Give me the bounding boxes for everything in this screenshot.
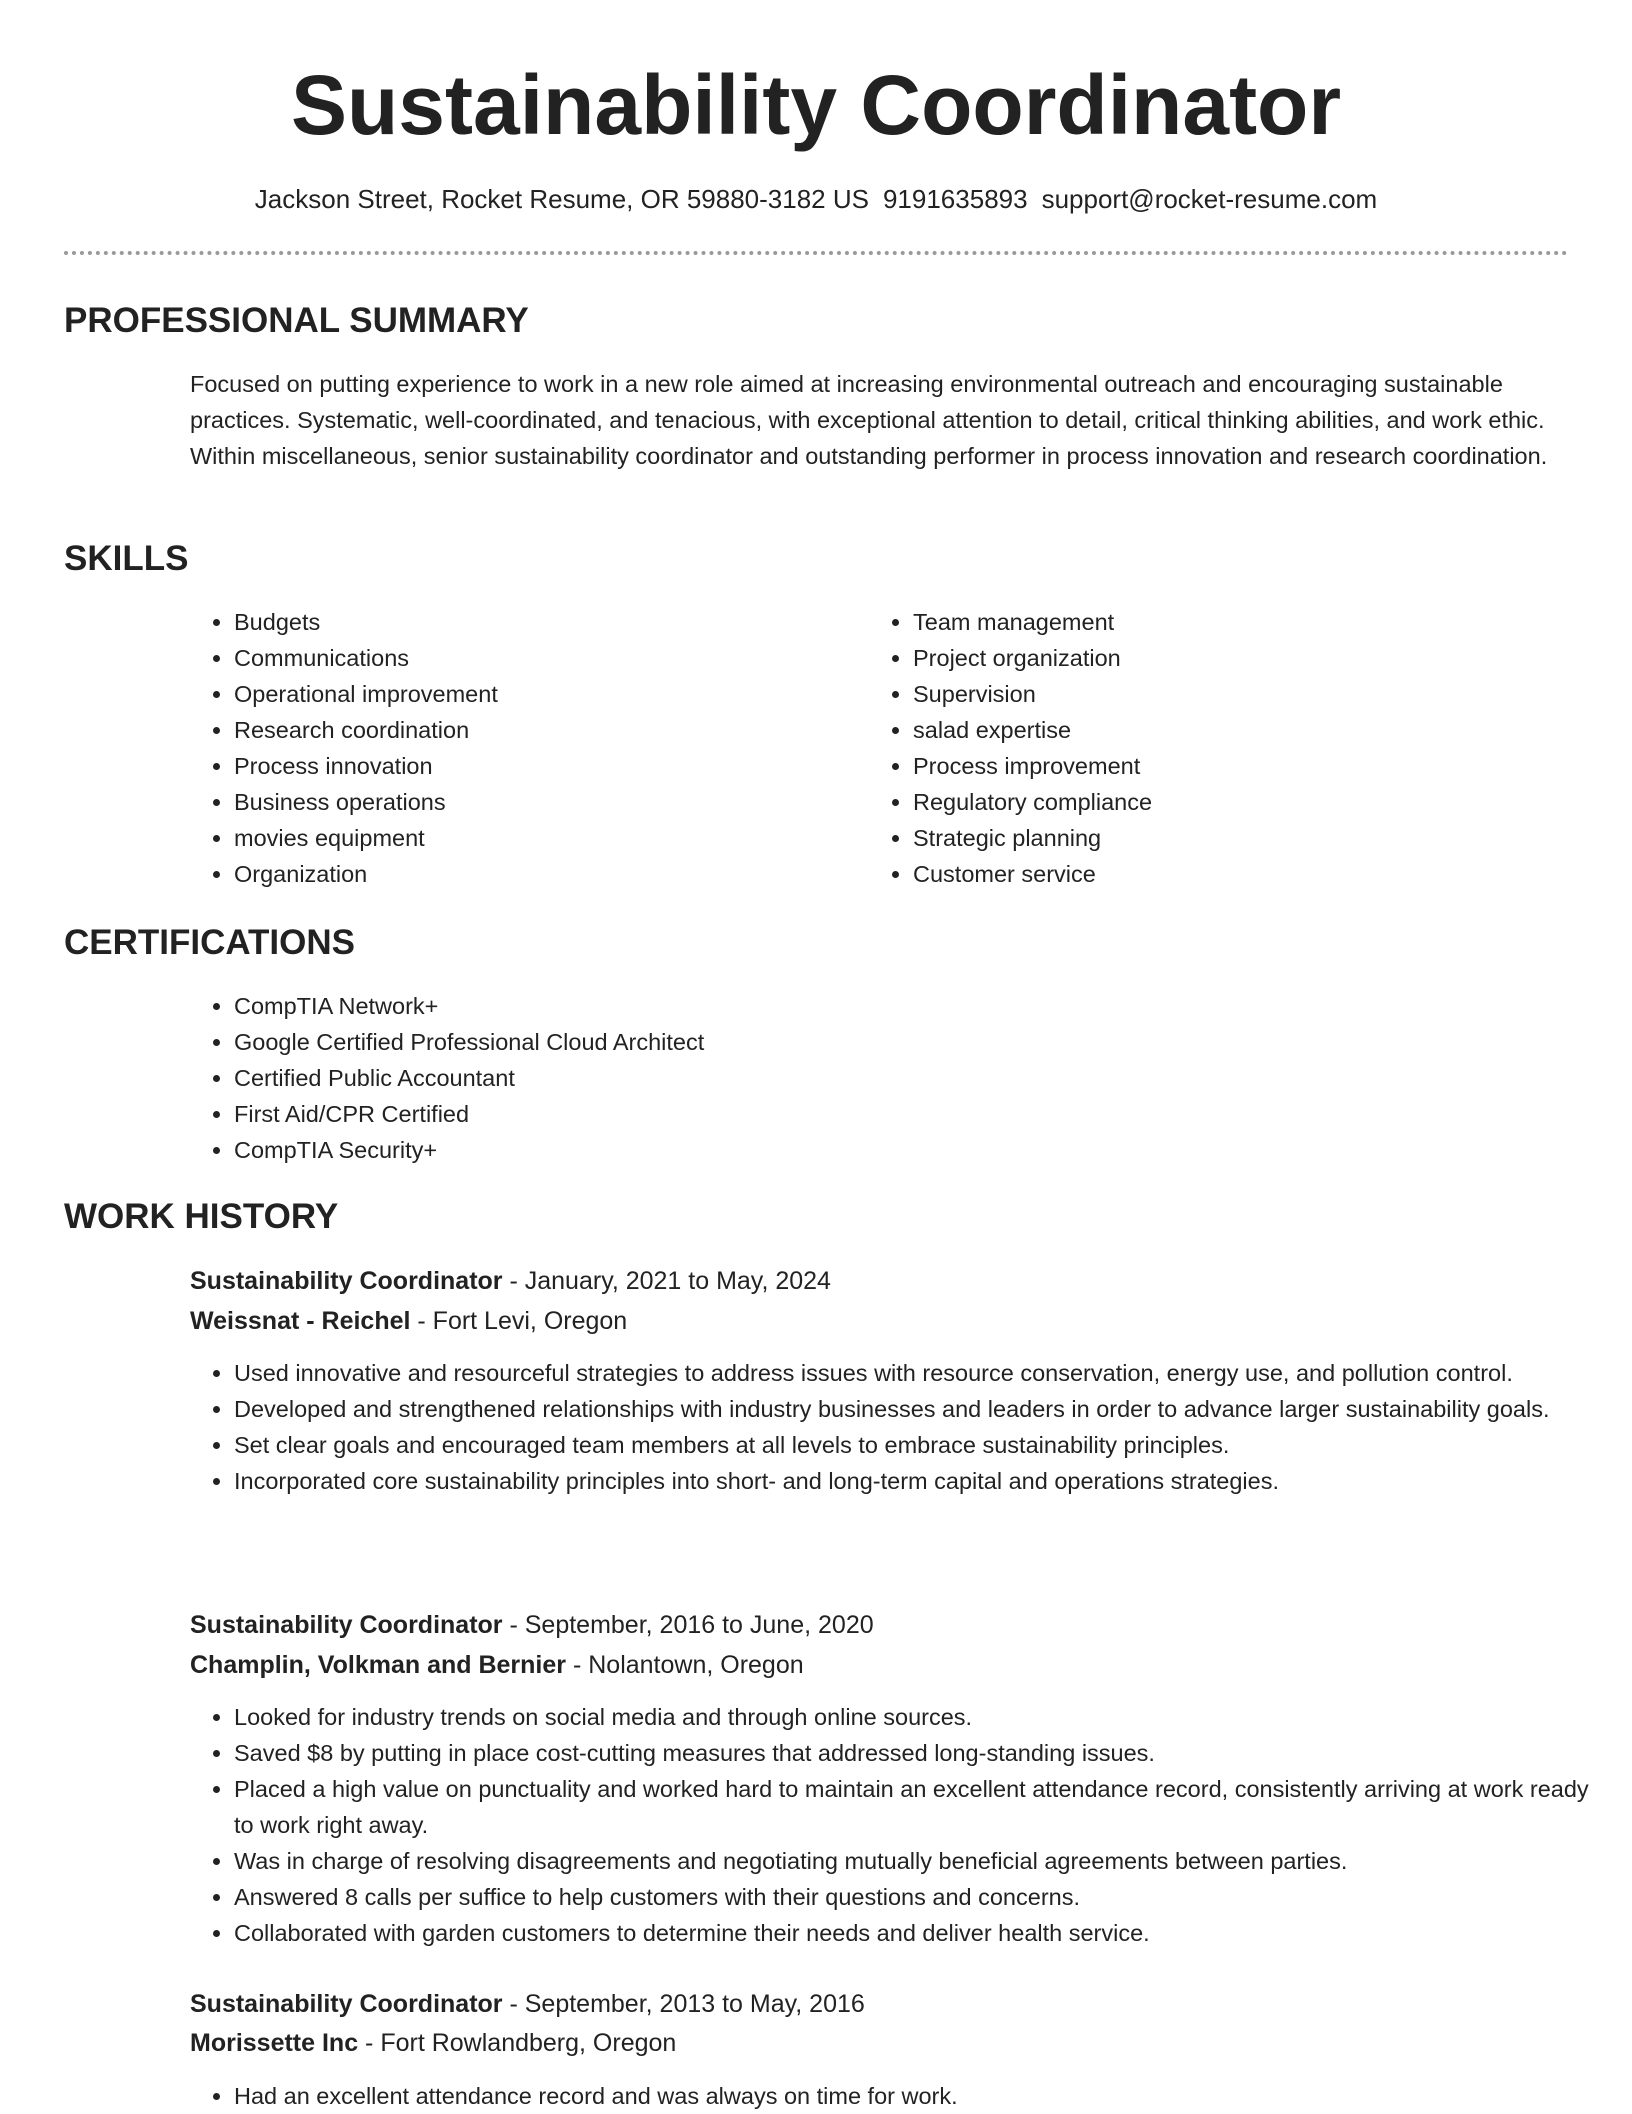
certification-item: • CompTIA Network+ [234, 988, 1534, 1024]
job-title: Sustainability Coordinator [190, 1267, 503, 1295]
job-bullets [190, 1355, 1604, 1499]
skill-item: • Customer service [913, 856, 1533, 892]
certification-item: • First Aid/CPR Certified [234, 1096, 1534, 1132]
certifications-list [190, 988, 1534, 1168]
job-company: Morissette Inc [190, 2029, 359, 2057]
skill-item: • Business operations [234, 784, 854, 820]
job-company-line [190, 2024, 676, 2062]
skill-item: • movies equipment [234, 820, 854, 856]
job-location: - Fort Rowlandberg, Oregon [358, 2029, 677, 2057]
job-company-line [190, 1646, 804, 1684]
resume-name: Sustainability Coordinator [290, 58, 1342, 152]
certification-item: • Google Certified Professional Cloud Architect [234, 1024, 1534, 1060]
job-company-line [190, 1302, 627, 1340]
job-location: - Fort Levi, Oregon [410, 1307, 628, 1335]
job-dates: - September, 2013 to May, 2016 [502, 1990, 865, 2018]
job-title-line [190, 1606, 874, 1644]
job-title: Sustainability Coordinator [190, 1990, 503, 2018]
job-bullet: • Used innovative and resourceful strategies to address issues with resource conservation, energy use, and pollution control. [234, 1355, 1604, 1391]
contact-address: Jackson Street, Rocket Resume, OR 59880-3182 US [254, 184, 869, 214]
skill-item: • Research coordination [234, 712, 854, 748]
skill-item: • Communications [234, 640, 854, 676]
job-location: - Nolantown, Oregon [566, 1651, 804, 1679]
job-company: Champlin, Volkman and Bernier [190, 1651, 567, 1679]
skill-item: • Organization [234, 856, 854, 892]
summary-text: Focused on putting experience to work in a new role aimed at increasing environmental outreach and encouraging sustainable practices. Systematic, well-coordinated, and tenacious, with exceptional attention to detail, critical thinking abilities, and work ethic. Within miscellaneous, senior sustainability coordinator and outstanding performer in process innovation and research coordination. [190, 371, 1548, 469]
skill-item: • Supervision [913, 676, 1533, 712]
skills-list-left [190, 604, 854, 892]
job-title-line [190, 1985, 865, 2023]
job-bullet: • Placed a high value on punctuality and worked hard to maintain an excellent attendance record, consistently arriving at work ready to work right away. [234, 1771, 1604, 1843]
skill-item: • salad expertise [913, 712, 1533, 748]
contact-email: support@rocket-resume.com [1041, 184, 1378, 214]
skill-item: • Regulatory compliance [913, 784, 1533, 820]
job-bullet: • Had an excellent attendance record and was always on time for work. [234, 2078, 1604, 2114]
job-bullets [190, 1699, 1604, 1951]
skill-item: • Process innovation [234, 748, 854, 784]
job-bullet: • Was in charge of resolving disagreements and negotiating mutually beneficial agreements between parties. [234, 1843, 1604, 1879]
job-bullet: • Saved $8 by putting in place cost-cutting measures that addressed long-standing issues. [234, 1735, 1604, 1771]
job-title: Sustainability Coordinator [190, 1611, 503, 1639]
certification-item: • CompTIA Security+ [234, 1132, 1534, 1168]
contact-line [0, 181, 1632, 217]
job-bullet: • Set clear goals and encouraged team members at all levels to embrace sustainability principles. [234, 1427, 1604, 1463]
skill-item: • Team management [913, 604, 1533, 640]
skill-item: • Process improvement [913, 748, 1533, 784]
certification-item: • Certified Public Accountant [234, 1060, 1534, 1096]
header-divider [64, 251, 1568, 255]
job-company: Weissnat - Reichel [190, 1307, 411, 1335]
skill-item: • Project organization [913, 640, 1533, 676]
skill-item: • Strategic planning [913, 820, 1533, 856]
skills-heading: SKILLS [64, 539, 189, 578]
job-bullet: • Developed and strengthened relationships with industry businesses and leaders in order to advance larger sustainability goals. [234, 1391, 1604, 1427]
job-bullet: • Collaborated with garden customers to determine their needs and deliver health service. [234, 1915, 1604, 1951]
job-title-line [190, 1262, 831, 1300]
skills-list-right [869, 604, 1533, 892]
job-dates: - January, 2021 to May, 2024 [502, 1267, 831, 1295]
job-bullets [190, 2078, 1604, 2114]
certifications-heading: CERTIFICATIONS [64, 923, 356, 962]
job-bullet: • Incorporated core sustainability principles into short- and long-term capital and operations strategies. [234, 1463, 1604, 1499]
contact-phone: 9191635893 [882, 184, 1028, 214]
summary-heading: PROFESSIONAL SUMMARY [64, 301, 529, 340]
work-history-heading: WORK HISTORY [64, 1197, 339, 1236]
job-bullet: • Answered 8 calls per suffice to help customers with their questions and concerns. [234, 1879, 1604, 1915]
skill-item: • Operational improvement [234, 676, 854, 712]
job-bullet: • Looked for industry trends on social media and through online sources. [234, 1699, 1604, 1735]
job-dates: - September, 2016 to June, 2020 [502, 1611, 874, 1639]
skill-item: • Budgets [234, 604, 854, 640]
